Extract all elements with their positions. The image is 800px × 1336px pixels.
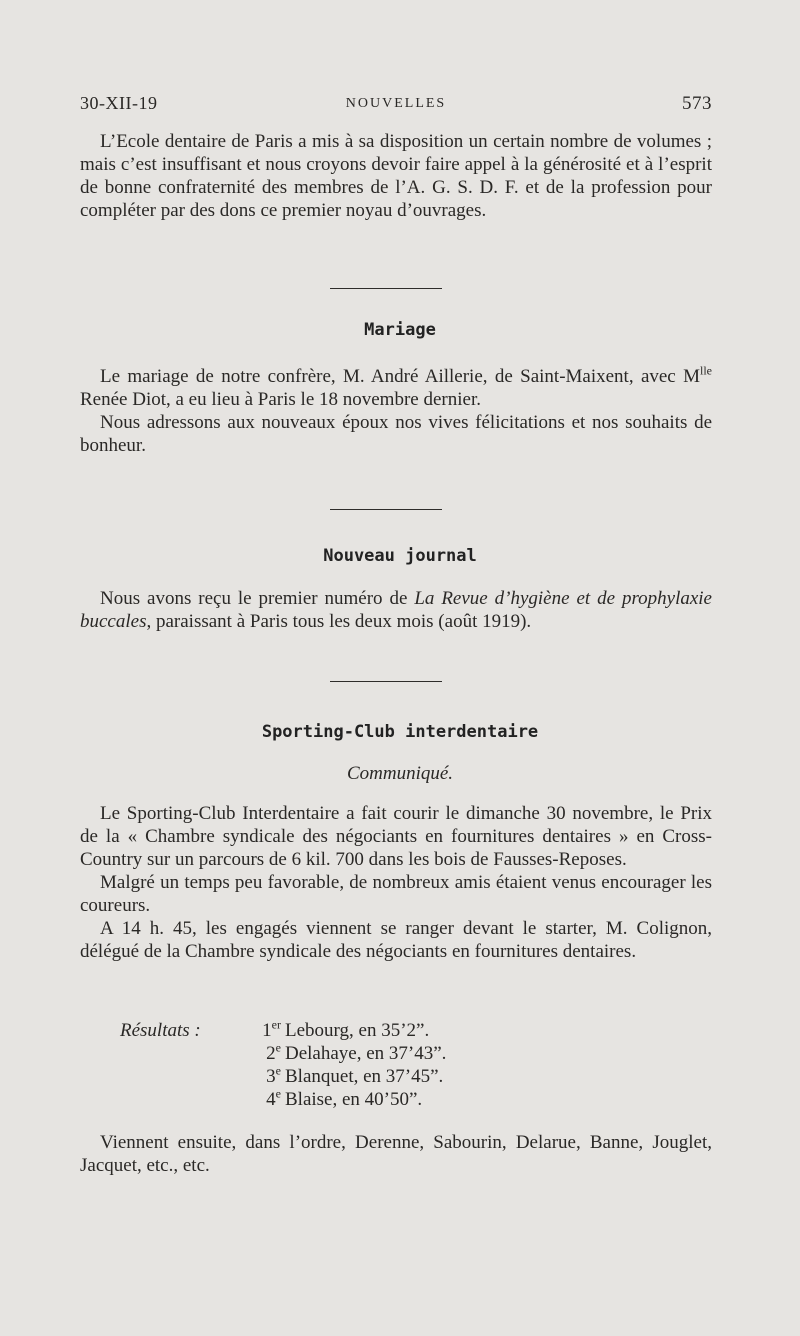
header-section: NOUVELLES [345,96,447,111]
header-date: 30-XII-19 [80,93,158,113]
journal-title-italic: La Revue d’hygiène et de prophylaxie buccales [80,588,712,632]
result-row: 1er Lebourg, en 35’2”. [262,1017,430,1041]
mariage-paragraph-1: Le mariage de notre confrère, M. André Aillerie, de Saint-Maixent, avec $M^{lle}$ Renée Diot, a eu lieu à Paris le 18 novembre dernier. [80,363,712,410]
result-row: 2e Delahaye, en 37’43”. [266,1040,447,1064]
sporting-heading: Sporting-Club interdentaire [261,722,539,742]
sporting-paragraph-3: A 14 h. 45, les engagés viennent se ranger devant le starter, M. Colignon, délégué de la Chambre syndicale des négociants en fournitures dentaires. [80,918,712,962]
running-header [80,93,712,121]
closing-section [80,1131,712,1177]
sporting-paragraph-4: Viennent ensuite, dans l’ordre, Derenne, Sabourin, Delarue, Banne, Jouglet, Jacquet, etc., etc. [80,1132,712,1176]
result-row: 4e Blaise, en 40’50”. [266,1086,423,1110]
mariage-section [80,365,712,457]
intro-section [80,130,712,222]
mariage-paragraph-2: Nous adressons aux nouveaux époux nos vives félicitations et nos souhaits de bonheur. [80,412,712,456]
journal-heading: Nouveau journal [323,546,477,566]
communique-subtitle: Communiqué. [346,763,454,784]
journal-paragraph: Nous avons reçu le premier numéro de La Revue d’hygiène et de prophylaxie buccales, paraissant à Paris tous les deux mois (août 1919). [80,588,712,632]
sporting-paragraph-2: Malgré un temps peu favorable, de nombreux amis étaient venus encourager les coureurs. [80,872,712,916]
result-row: 3e Blanquet, en 37’45”. [266,1063,444,1087]
page-number: 573 [682,93,712,114]
sporting-section [80,802,712,963]
section-divider [330,509,442,510]
journal-section [80,587,712,633]
mariage-heading: Mariage [364,320,436,340]
section-divider [330,288,442,289]
intro-paragraph: L’Ecole dentaire de Paris a mis à sa disposition un certain nombre de volumes ; mais c’est insuffisant et nous croyons devoir faire appel à la générosité et à l’esprit de bonne confraternité des membres de l’A. G. S. D. F. et de la profession pour compléter par des dons ce premier noyau d’ouvrages. [80,131,712,221]
results-label: Résultats : [120,1020,201,1041]
sporting-paragraph-1: Le Sporting-Club Interdentaire a fait courir le dimanche 30 novembre, le Prix de la « Chambre syndicale des négociants en fournitures dentaires » en Cross-Country sur un parcours de 6 kil. 700 dans les bois de Fausses-Reposes. [80,803,712,870]
section-divider [330,681,442,682]
